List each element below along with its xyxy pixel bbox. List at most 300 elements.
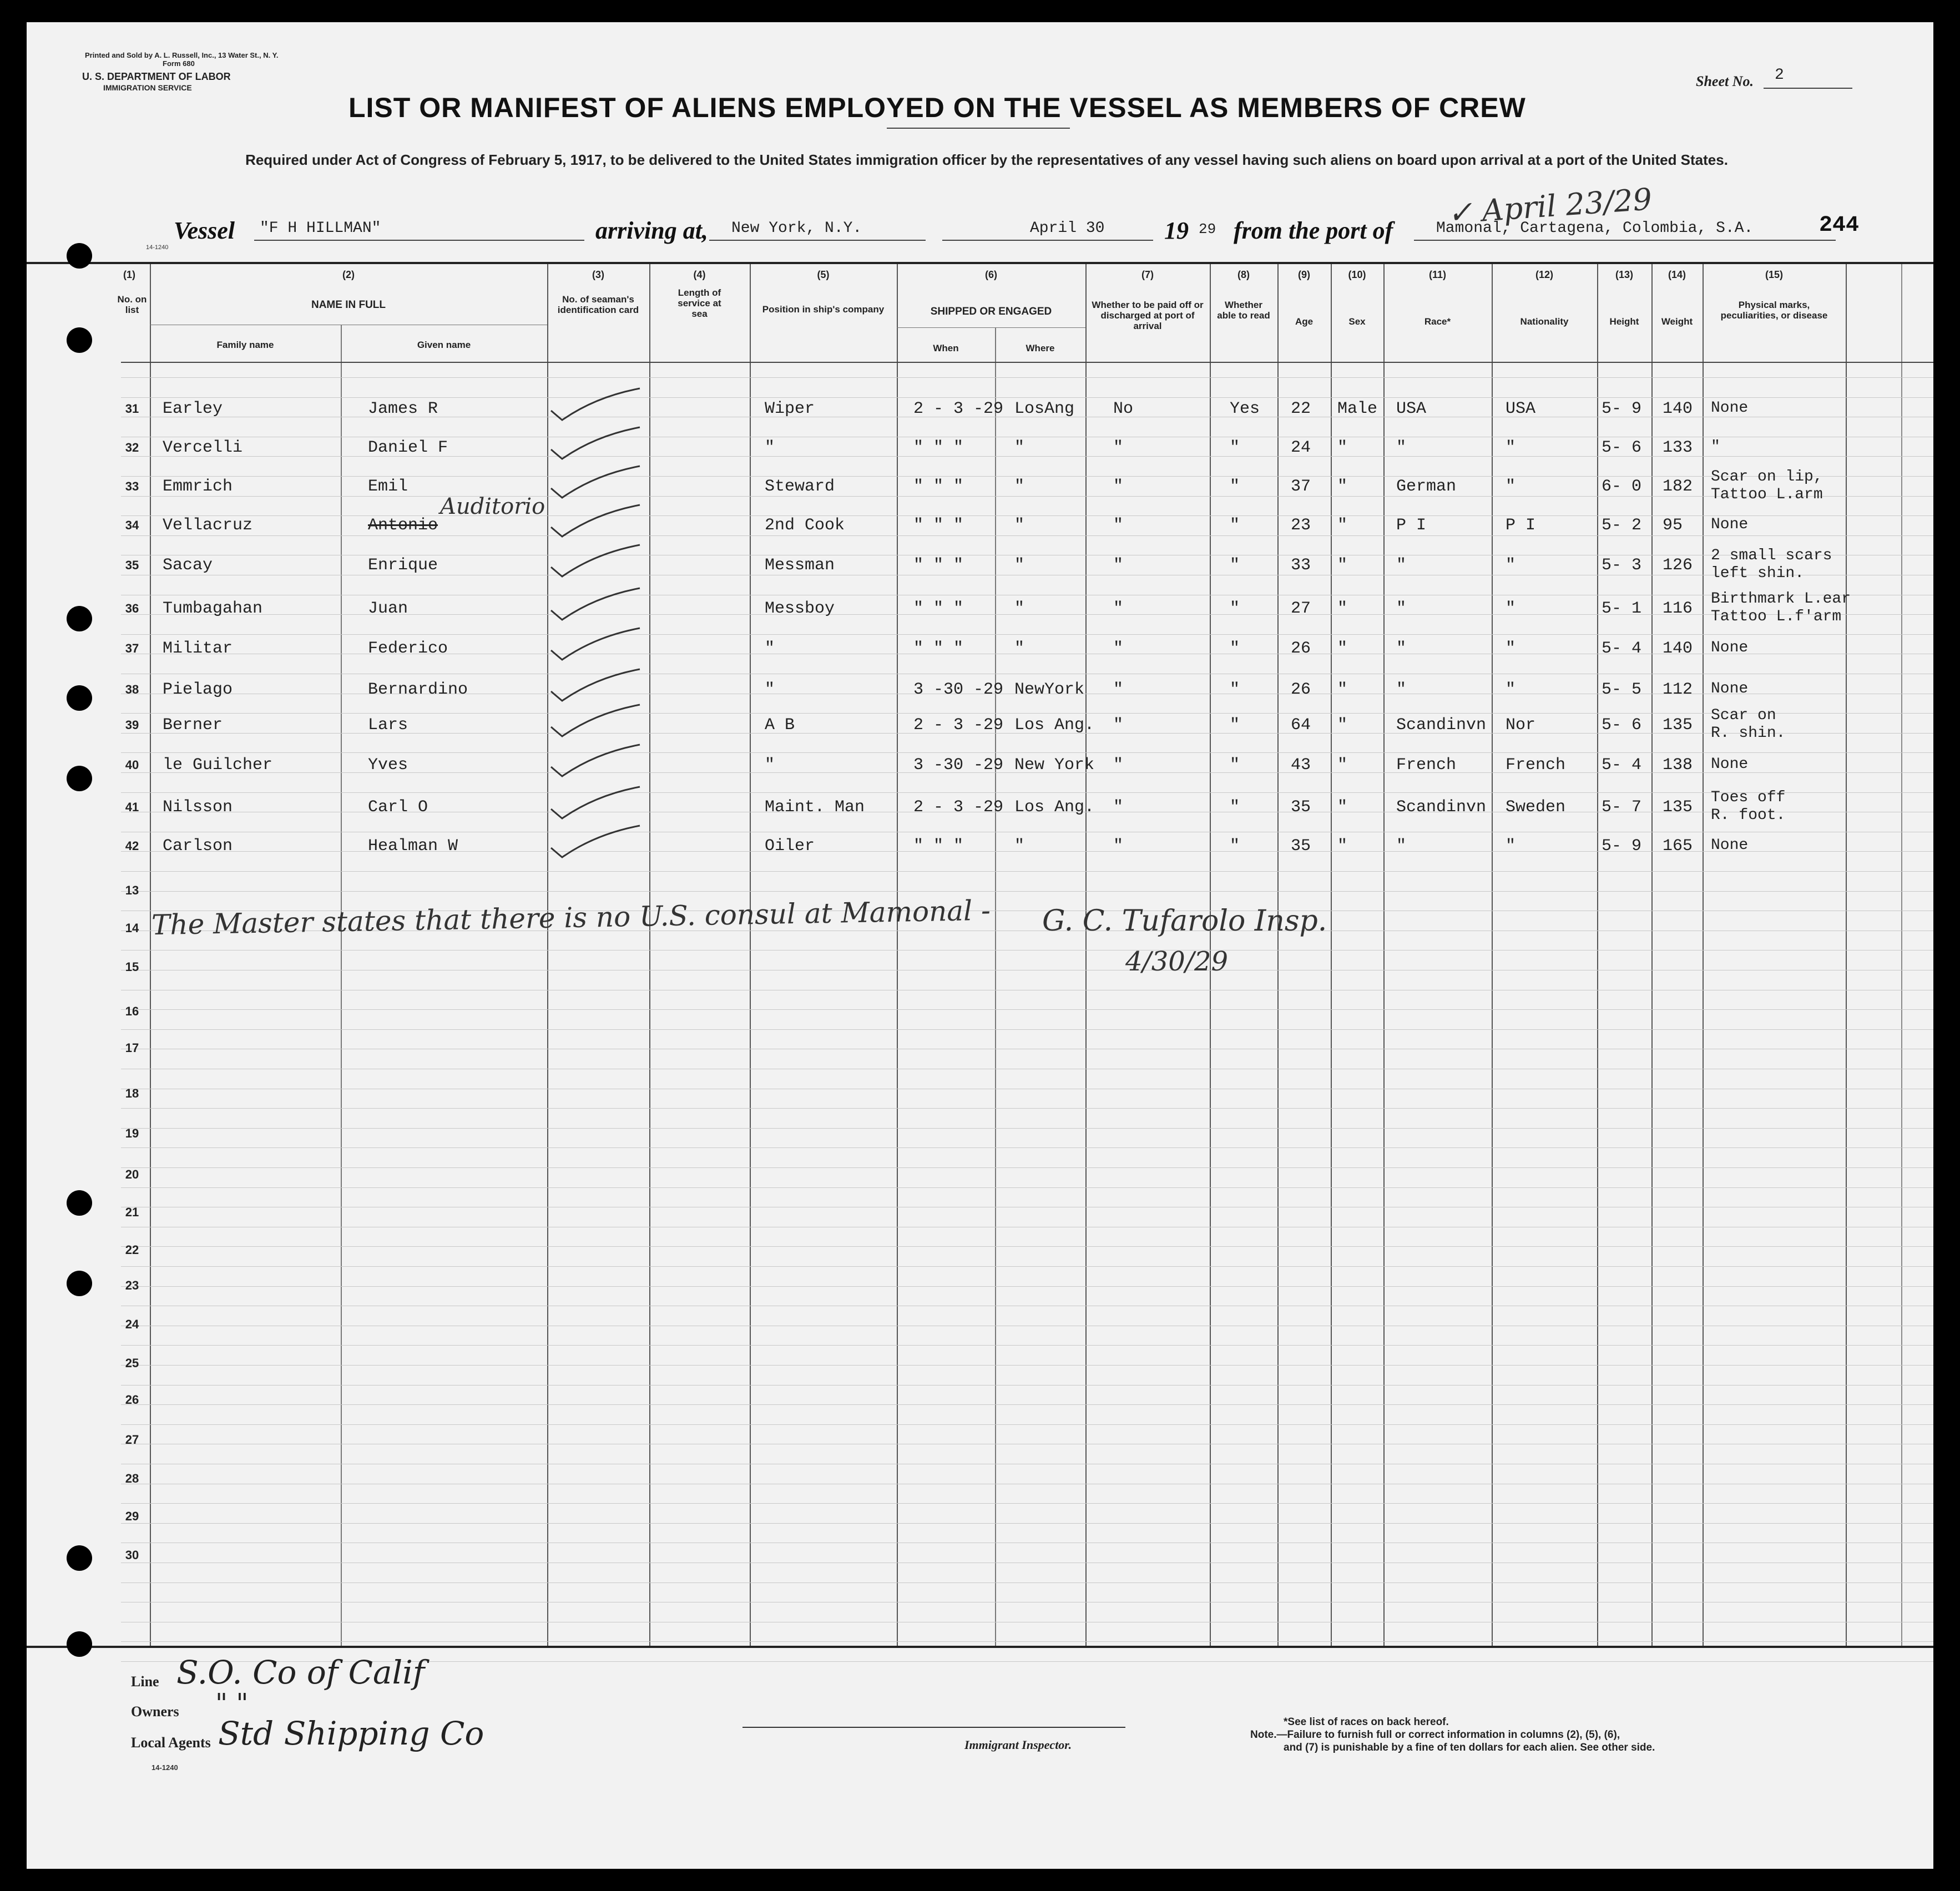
col-num: (3) bbox=[592, 269, 604, 280]
given-name-correction: Auditorio bbox=[440, 494, 545, 519]
empty-row-number: 17 bbox=[125, 1041, 139, 1055]
checkmark-icon bbox=[545, 702, 645, 741]
cell-race: " bbox=[1396, 680, 1407, 699]
cell-read: " bbox=[1230, 639, 1240, 658]
ruled-line bbox=[121, 1108, 1933, 1109]
ruled-line bbox=[121, 1167, 1933, 1168]
col-num: (7) bbox=[1141, 269, 1154, 280]
col-label-no: No. on list bbox=[117, 294, 147, 315]
cell-position: Steward bbox=[765, 477, 835, 496]
cell-weight: 133 bbox=[1663, 438, 1693, 457]
cell-paid: " bbox=[1113, 639, 1124, 658]
cell-given: Antonio bbox=[368, 516, 438, 535]
sheet-underline bbox=[1764, 88, 1852, 89]
punch-hole bbox=[67, 1271, 92, 1296]
cell-race: " bbox=[1396, 599, 1407, 618]
row-number: 31 bbox=[125, 402, 139, 416]
checkmark-stroke bbox=[551, 745, 640, 776]
handwritten-signature: G. C. Tufarolo Insp. bbox=[1042, 904, 1327, 938]
checkmark-stroke bbox=[551, 669, 640, 701]
cell-marks: Toes off bbox=[1711, 789, 1786, 806]
agents-label: Local Agents bbox=[131, 1735, 211, 1751]
cell-read: " bbox=[1230, 477, 1240, 496]
row-number: 34 bbox=[125, 518, 139, 532]
ruled-line bbox=[121, 634, 1933, 635]
col-label-race: Race* bbox=[1424, 316, 1451, 327]
shipped-subrule bbox=[897, 327, 1085, 328]
col-line bbox=[649, 264, 650, 1646]
ruled-line bbox=[121, 871, 1933, 872]
col-line bbox=[1651, 264, 1653, 1646]
col-num: (12) bbox=[1535, 269, 1553, 280]
cell-sex: " bbox=[1337, 639, 1348, 658]
col-label-given: Given name bbox=[417, 340, 471, 350]
cell-when: " " " bbox=[913, 516, 964, 535]
punch-hole bbox=[67, 243, 92, 269]
arriving-port: New York, N.Y. bbox=[731, 220, 862, 237]
cell-sex: " bbox=[1337, 837, 1348, 856]
col-label-card: No. of seaman's identification card bbox=[557, 294, 639, 315]
arriving-underline bbox=[709, 240, 926, 241]
cell-age: 23 bbox=[1291, 516, 1311, 535]
vessel-name: "F H HILLMAN" bbox=[260, 220, 381, 237]
checkmark-stroke bbox=[551, 505, 640, 537]
ruled-line bbox=[121, 1009, 1933, 1010]
cell-position: " bbox=[765, 438, 775, 457]
cell-family: le Guilcher bbox=[163, 756, 273, 775]
cell-race: USA bbox=[1396, 400, 1427, 418]
cell-when: 3 -30 -29 bbox=[913, 756, 1004, 775]
cell-where: NewYork bbox=[1014, 680, 1085, 699]
cell-when: " " " bbox=[913, 556, 964, 575]
col-label-length: Length of service at sea bbox=[678, 287, 721, 319]
cell-given: Enrique bbox=[368, 556, 438, 575]
cell-when: 2 - 3 -29 bbox=[913, 798, 1004, 817]
cell-height: 5- 6 bbox=[1602, 438, 1642, 457]
row-number: 42 bbox=[125, 839, 139, 853]
cell-where: Los Ang. bbox=[1014, 798, 1095, 817]
cell-family: Tumbagahan bbox=[163, 599, 263, 618]
col-label-family: Family name bbox=[216, 340, 274, 350]
punch-hole bbox=[67, 685, 92, 711]
cell-where: " bbox=[1014, 599, 1025, 618]
cell-position: Maint. Man bbox=[765, 798, 865, 817]
ruled-line bbox=[121, 397, 1933, 398]
col-num: (8) bbox=[1237, 269, 1250, 280]
line-value: S.O. Co of Calif bbox=[176, 1654, 425, 1691]
cell-weight: 165 bbox=[1663, 837, 1693, 856]
col-label-paid: Whether to be paid off or discharged at port of arrival bbox=[1092, 300, 1204, 331]
empty-row-number: 21 bbox=[125, 1205, 139, 1219]
form-number: Form 680 bbox=[163, 59, 195, 68]
cell-height: 6- 0 bbox=[1602, 477, 1642, 496]
empty-row-number: 23 bbox=[125, 1278, 139, 1292]
footer-form-code: 14-1240 bbox=[151, 1763, 178, 1772]
cell-age: 64 bbox=[1291, 716, 1311, 735]
col-line bbox=[1492, 264, 1493, 1646]
cell-paid: " bbox=[1113, 798, 1124, 817]
cell-given: Bernardino bbox=[368, 680, 468, 699]
year-prefix: 19 bbox=[1164, 217, 1189, 244]
cell-read: " bbox=[1230, 599, 1240, 618]
cell-given: Federico bbox=[368, 639, 448, 658]
cell-weight: 138 bbox=[1663, 756, 1693, 775]
small-code: 14-1240 bbox=[146, 244, 169, 251]
cell-height: 5- 6 bbox=[1602, 716, 1642, 735]
cell-weight: 95 bbox=[1663, 516, 1683, 535]
ruled-line bbox=[121, 792, 1933, 793]
cell-age: 22 bbox=[1291, 400, 1311, 418]
cell-when: 2 - 3 -29 bbox=[913, 716, 1004, 735]
cell-marks: None bbox=[1711, 400, 1749, 417]
sheet-number: 2 bbox=[1775, 67, 1784, 84]
checkmark-stroke bbox=[551, 787, 640, 818]
cell-read: " bbox=[1230, 837, 1240, 856]
cell-height: 5- 1 bbox=[1602, 599, 1642, 618]
department-label: U. S. DEPARTMENT OF LABOR bbox=[82, 71, 231, 82]
page-subtitle: Required under Act of Congress of February 5, 1917, to be delivered to the United States immigration officer by the representatives of any vessel having such aliens on board upon arrival at a port of the United States. bbox=[245, 151, 1728, 168]
cell-marks-line2: left shin. bbox=[1711, 565, 1805, 582]
cell-marks: None bbox=[1711, 680, 1749, 697]
cell-sex: Male bbox=[1337, 400, 1378, 418]
cell-nat: French bbox=[1506, 756, 1566, 775]
cell-age: 26 bbox=[1291, 680, 1311, 699]
cell-position: Messman bbox=[765, 556, 835, 575]
cell-nat: " bbox=[1506, 477, 1516, 496]
manifest-page bbox=[27, 22, 1933, 1869]
owners-value: " " bbox=[215, 1688, 249, 1719]
cell-position: 2nd Cook bbox=[765, 516, 845, 535]
checkmark-stroke bbox=[551, 588, 640, 620]
ruled-line bbox=[121, 476, 1933, 477]
cell-position: Wiper bbox=[765, 400, 815, 418]
cell-height: 5- 2 bbox=[1602, 516, 1642, 535]
checkmark-stroke bbox=[551, 545, 640, 577]
ruled-line bbox=[121, 1345, 1933, 1346]
cell-marks: None bbox=[1711, 639, 1749, 656]
cell-given: Emil bbox=[368, 477, 408, 496]
ruled-line bbox=[121, 1266, 1933, 1267]
cell-family: Carlson bbox=[163, 837, 233, 856]
ruled-line bbox=[121, 1147, 1933, 1148]
cell-read: " bbox=[1230, 716, 1240, 735]
checkmark-icon bbox=[545, 625, 645, 664]
cell-position: " bbox=[765, 680, 775, 699]
empty-row-number: 16 bbox=[125, 1004, 139, 1018]
ruled-line bbox=[121, 1503, 1933, 1504]
cell-nat: Sweden bbox=[1506, 798, 1566, 817]
line-label: Line bbox=[131, 1673, 159, 1690]
checkmark-icon bbox=[545, 666, 645, 705]
from-port-underline bbox=[1414, 240, 1836, 241]
date-underline bbox=[942, 240, 1153, 241]
ruled-line bbox=[121, 1582, 1933, 1583]
cell-race: Scandinvn bbox=[1396, 716, 1487, 735]
cell-read: " bbox=[1230, 756, 1240, 775]
cell-nat: " bbox=[1506, 837, 1516, 856]
col-num: (11) bbox=[1428, 269, 1447, 280]
empty-row-number: 14 bbox=[125, 921, 139, 935]
row-number: 38 bbox=[125, 682, 139, 696]
col-num: (6) bbox=[985, 269, 997, 280]
col-num: (14) bbox=[1668, 269, 1686, 280]
cell-position: " bbox=[765, 756, 775, 775]
ruled-line bbox=[121, 1286, 1933, 1287]
cell-position: Oiler bbox=[765, 837, 815, 856]
inspector-label: Immigrant Inspector. bbox=[964, 1738, 1072, 1752]
checkmark-icon bbox=[545, 823, 645, 862]
cell-sex: " bbox=[1337, 477, 1348, 496]
row-number: 39 bbox=[125, 718, 139, 732]
handwritten-sig-date: 4/30/29 bbox=[1125, 946, 1229, 977]
cell-marks-line2: Tattoo L.f'arm bbox=[1711, 608, 1842, 625]
inspector-signature-line bbox=[742, 1727, 1125, 1728]
checkmark-icon bbox=[545, 542, 645, 581]
checkmark-stroke bbox=[551, 466, 640, 498]
ruled-line bbox=[121, 713, 1933, 714]
footer-notes bbox=[1250, 1716, 1655, 1754]
empty-row-number: 15 bbox=[125, 960, 139, 974]
cell-position: " bbox=[765, 639, 775, 658]
cell-nat: " bbox=[1506, 438, 1516, 457]
cell-paid: " bbox=[1113, 438, 1124, 457]
row-number: 36 bbox=[125, 601, 139, 615]
col-line bbox=[1901, 264, 1902, 1646]
empty-row-number: 22 bbox=[125, 1243, 139, 1257]
col-label-marks: Physical marks, peculiarities, or disease bbox=[1720, 300, 1828, 321]
agents-value: Std Shipping Co bbox=[218, 1715, 484, 1752]
col-num: (1) bbox=[123, 269, 135, 280]
col-label-name: NAME IN FULL bbox=[311, 299, 386, 311]
col-line bbox=[1331, 264, 1332, 1646]
cell-family: Vercelli bbox=[163, 438, 243, 457]
cell-height: 5- 5 bbox=[1602, 680, 1642, 699]
punch-hole bbox=[67, 327, 92, 353]
col-line bbox=[341, 325, 342, 1646]
cell-height: 5- 3 bbox=[1602, 556, 1642, 575]
cell-paid: " bbox=[1113, 477, 1124, 496]
cell-family: Earley bbox=[163, 400, 223, 418]
page-title: LIST OR MANIFEST OF ALIENS EMPLOYED ON THE VESSEL AS MEMBERS OF CREW bbox=[348, 92, 1526, 123]
note-races: *See list of races on back hereof. bbox=[1284, 1716, 1449, 1728]
empty-row-number: 26 bbox=[125, 1393, 139, 1407]
cell-where: " bbox=[1014, 477, 1025, 496]
cell-paid: " bbox=[1113, 837, 1124, 856]
row-number: 33 bbox=[125, 479, 139, 493]
cell-nat: " bbox=[1506, 556, 1516, 575]
col-num: (5) bbox=[817, 269, 830, 280]
from-port: Mamonal, Cartagena, Colombia, S.A. bbox=[1436, 220, 1754, 237]
ruled-line bbox=[121, 1641, 1933, 1642]
cell-when: " " " bbox=[913, 639, 964, 658]
col-line bbox=[1597, 264, 1598, 1646]
cell-age: 24 bbox=[1291, 438, 1311, 457]
cell-race: German bbox=[1396, 477, 1457, 496]
ruled-line bbox=[121, 1187, 1933, 1188]
checkmark-icon bbox=[545, 386, 645, 424]
note-fine: and (7) is punishable by a fine of ten dollars for each alien. See other side. bbox=[1284, 1742, 1655, 1753]
col-label-nationality: Nationality bbox=[1520, 316, 1569, 327]
ruled-line bbox=[121, 1523, 1933, 1524]
cell-where: Los Ang. bbox=[1014, 716, 1095, 735]
cell-read: Yes bbox=[1230, 400, 1260, 418]
empty-row-number: 25 bbox=[125, 1356, 139, 1370]
cell-marks: None bbox=[1711, 516, 1749, 533]
cell-marks: Scar on lip, bbox=[1711, 468, 1823, 486]
title-rule bbox=[887, 128, 1070, 129]
vessel-label: Vessel bbox=[174, 217, 235, 244]
cell-read: " bbox=[1230, 516, 1240, 535]
header-bottom-rule bbox=[121, 362, 1933, 363]
cell-race: " bbox=[1396, 556, 1407, 575]
cell-read: " bbox=[1230, 680, 1240, 699]
cell-marks-line2: R. foot. bbox=[1711, 807, 1786, 824]
cell-age: 26 bbox=[1291, 639, 1311, 658]
cell-family: Berner bbox=[163, 716, 223, 735]
checkmark-stroke bbox=[551, 388, 640, 420]
cell-position: Messboy bbox=[765, 599, 835, 618]
col-num: (13) bbox=[1615, 269, 1633, 280]
checkmark-stroke bbox=[551, 826, 640, 857]
cell-age: 27 bbox=[1291, 599, 1311, 618]
cell-nat: " bbox=[1506, 680, 1516, 699]
empty-row-number: 29 bbox=[125, 1509, 139, 1523]
punch-hole bbox=[67, 1190, 92, 1216]
row-number: 35 bbox=[125, 558, 139, 572]
cell-age: 35 bbox=[1291, 837, 1311, 856]
cell-paid: No bbox=[1113, 400, 1134, 418]
checkmark-icon bbox=[545, 742, 645, 781]
col-line bbox=[1085, 264, 1087, 1646]
cell-where: " bbox=[1014, 516, 1025, 535]
checkmark-stroke bbox=[551, 705, 640, 736]
handwritten-date: ✓ April 23/29 bbox=[1446, 181, 1653, 231]
checkmark-icon bbox=[545, 784, 645, 823]
arrival-date: April 30 bbox=[1030, 220, 1105, 237]
cell-marks: Birthmark L.ear bbox=[1711, 590, 1851, 608]
row-number: 40 bbox=[125, 758, 139, 772]
cell-nat: USA bbox=[1506, 400, 1536, 418]
cell-paid: " bbox=[1113, 756, 1124, 775]
cell-position: A B bbox=[765, 716, 795, 735]
col-label-when: When bbox=[933, 343, 959, 353]
cell-sex: " bbox=[1337, 756, 1348, 775]
col-label-age: Age bbox=[1295, 316, 1314, 327]
cell-read: " bbox=[1230, 438, 1240, 457]
cell-marks: 2 small scars bbox=[1711, 547, 1832, 564]
checkmark-icon bbox=[545, 463, 645, 502]
empty-row-number: 20 bbox=[125, 1167, 139, 1181]
from-port-label: from the port of bbox=[1234, 217, 1393, 244]
cell-when: " " " bbox=[913, 438, 964, 457]
cell-family: Vellacruz bbox=[163, 516, 253, 535]
col-num: (4) bbox=[693, 269, 706, 280]
cell-given: Daniel F bbox=[368, 438, 448, 457]
cell-sex: " bbox=[1337, 716, 1348, 735]
col-line bbox=[1277, 264, 1279, 1646]
empty-row-number: 19 bbox=[125, 1126, 139, 1140]
cell-weight: 116 bbox=[1663, 599, 1693, 618]
col-line bbox=[1703, 264, 1704, 1646]
vessel-underline bbox=[254, 240, 584, 241]
cell-marks: None bbox=[1711, 837, 1749, 854]
cell-race: " bbox=[1396, 837, 1407, 856]
empty-row-number: 30 bbox=[125, 1548, 139, 1562]
cell-weight: 135 bbox=[1663, 716, 1693, 735]
col-line bbox=[995, 327, 996, 1646]
col-line bbox=[150, 264, 151, 1646]
ruled-line bbox=[121, 1385, 1933, 1386]
col-line bbox=[750, 264, 751, 1646]
cell-height: 5- 9 bbox=[1602, 400, 1642, 418]
arriving-label: arriving at, bbox=[595, 217, 708, 244]
year-suffix: 29 bbox=[1199, 221, 1216, 237]
checkmark-stroke bbox=[551, 427, 640, 459]
col-num: (10) bbox=[1348, 269, 1366, 280]
cell-given: Carl O bbox=[368, 798, 428, 817]
ruled-line bbox=[121, 891, 1933, 892]
table-bottom-rule bbox=[27, 1646, 1933, 1648]
cell-marks: None bbox=[1711, 756, 1749, 773]
note-failure: Note.—Failure to furnish full or correct information in columns (2), (5), (6), bbox=[1250, 1729, 1620, 1741]
col-num: (2) bbox=[342, 269, 355, 280]
cell-given: Healman W bbox=[368, 837, 458, 856]
cell-sex: " bbox=[1337, 438, 1348, 457]
cell-marks: Scar on bbox=[1711, 707, 1776, 724]
col-label-weight: Weight bbox=[1661, 316, 1693, 327]
cell-age: 33 bbox=[1291, 556, 1311, 575]
cell-where: New York bbox=[1014, 756, 1095, 775]
col-line bbox=[1846, 264, 1847, 1646]
cell-height: 5- 9 bbox=[1602, 837, 1642, 856]
owners-label: Owners bbox=[131, 1703, 179, 1720]
cell-where: LosAng bbox=[1014, 400, 1075, 418]
col-label-height: Height bbox=[1609, 316, 1639, 327]
cell-given: James R bbox=[368, 400, 438, 418]
ruled-line bbox=[121, 752, 1933, 753]
cell-given: Yves bbox=[368, 756, 408, 775]
col-line bbox=[897, 264, 898, 1646]
printer-info bbox=[85, 51, 278, 68]
row-number: 41 bbox=[125, 800, 139, 814]
table-top-rule bbox=[27, 262, 1933, 264]
cell-marks-line2: R. shin. bbox=[1711, 725, 1786, 742]
cell-paid: " bbox=[1113, 680, 1124, 699]
punch-hole bbox=[67, 766, 92, 791]
row-number: 32 bbox=[125, 441, 139, 454]
col-num: (9) bbox=[1298, 269, 1310, 280]
cell-given: Juan bbox=[368, 599, 408, 618]
cell-where: " bbox=[1014, 837, 1025, 856]
sheet-label: Sheet No. bbox=[1696, 73, 1754, 89]
cell-where: " bbox=[1014, 438, 1025, 457]
handwritten-date-text: April 23/29 bbox=[1481, 181, 1653, 229]
cell-weight: 140 bbox=[1663, 639, 1693, 658]
cell-age: 37 bbox=[1291, 477, 1311, 496]
cell-nat: Nor bbox=[1506, 716, 1536, 735]
checkmark-stroke bbox=[551, 628, 640, 660]
cell-age: 43 bbox=[1291, 756, 1311, 775]
cell-race: French bbox=[1396, 756, 1457, 775]
cell-nat: " bbox=[1506, 639, 1516, 658]
cell-family: Nilsson bbox=[163, 798, 233, 817]
col-num: (15) bbox=[1765, 269, 1783, 280]
cell-read: " bbox=[1230, 798, 1240, 817]
ruled-line bbox=[121, 1365, 1933, 1366]
empty-row-number: 27 bbox=[125, 1433, 139, 1447]
col-label-position: Position in ship's company bbox=[762, 304, 885, 315]
cell-weight: 182 bbox=[1663, 477, 1693, 496]
